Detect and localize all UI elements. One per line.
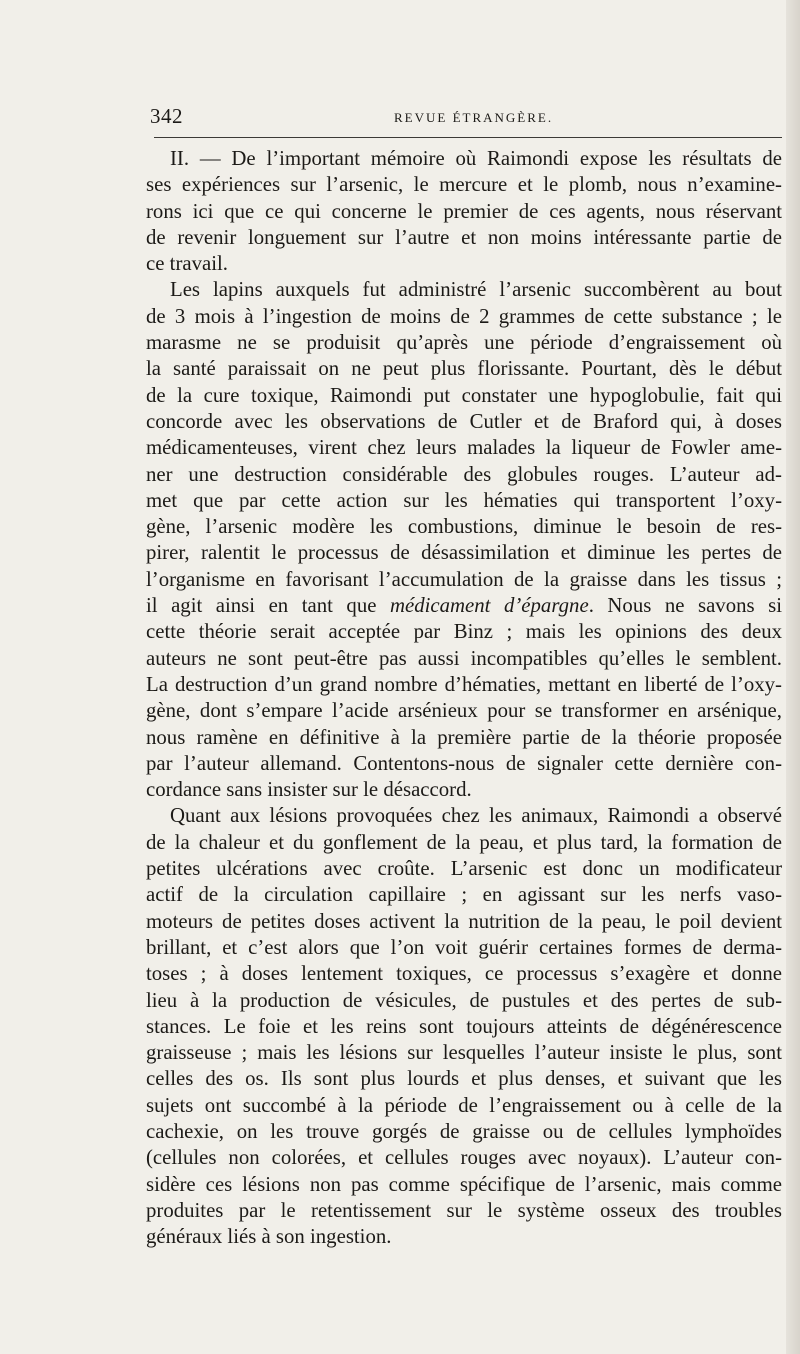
text-line: médicamenteuses, virent chez leurs malades la liqueur de Fowler ame-: [146, 436, 782, 460]
text-line: de revenir longuement sur l’autre et non moins intéressante partie de: [146, 225, 782, 249]
text-line: produites par le retentissement sur le système osseux des troubles: [146, 1198, 782, 1222]
running-title: REVUE ÉTRANGÈRE.: [394, 110, 554, 125]
paragraph: [146, 803, 782, 1250]
text-line: gène, l’arsenic modère les combustions, diminue le besoin de res-: [146, 515, 782, 539]
body-text: [146, 146, 782, 1250]
text-line: petites ulcérations avec croûte. L’arsenic est donc un modificateur: [146, 857, 782, 881]
text-line: de la chaleur et du gonflement de la peau, et plus tard, la formation de: [146, 830, 782, 854]
text-line: ce travail.: [146, 252, 228, 276]
text-line: la santé paraissait on ne peut plus florissante. Pourtant, dès le début: [146, 357, 782, 381]
text-line: met que par cette action sur les hématies qui transportent l’oxy-: [146, 488, 782, 512]
text-line: cachexie, on les trouve gorgés de graisse ou de cellules lymphoïdes: [146, 1119, 782, 1143]
text-line: lieu à la production de vésicules, de pustules et des pertes de sub-: [146, 988, 782, 1012]
text-line: gène, dont s’empare l’acide arsénieux pour se transformer en arsénique,: [146, 699, 782, 723]
text-line: de la cure toxique, Raimondi put constater une hypoglobulie, fait qui: [146, 383, 782, 407]
text-line: actif de la circulation capillaire ; en agissant sur les nerfs vaso-: [146, 883, 782, 907]
text-line: de 3 mois à l’ingestion de moins de 2 grammes de cette substance ; le: [146, 304, 782, 328]
text-line: généraux liés à son ingestion.: [146, 1225, 392, 1249]
text-line: (cellules non colorées, et cellules rouges avec noyaux). L’auteur con-: [146, 1146, 782, 1170]
text-line: celles des os. Ils sont plus lourds et plus denses, et suivant que les: [146, 1067, 782, 1091]
text-line: ner une destruction considérable des globules rouges. L’auteur ad-: [146, 462, 782, 486]
text-line: La destruction d’un grand nombre d’hématies, mettant en liberté de l’oxy-: [146, 672, 782, 696]
text-line: auteurs ne sont peut-être pas aussi incompatibles qu’elles le semblent.: [146, 646, 782, 670]
text-line: cette théorie serait acceptée par Binz ; mais les opinions des deux: [146, 620, 782, 644]
text-line: sujets ont succombé à la période de l’engraissement ou à celle de la: [146, 1093, 782, 1117]
text-line: ses expériences sur l’arsenic, le mercure et le plomb, nous n’examine-: [146, 173, 782, 197]
text-line: il agit ainsi en tant que médicament d’épargne. Nous ne savons si: [146, 594, 782, 618]
text-line: stances. Le foie et les reins sont toujours atteints de dégénérescence: [146, 1014, 782, 1038]
text-line: Les lapins auxquels fut administré l’arsenic succombèrent au bout: [170, 278, 782, 302]
text-line: l’organisme en favorisant l’accumulation de la graisse dans les tissus ;: [146, 567, 782, 591]
text-line: moteurs de petites doses activent la nutrition de la peau, le poil devient: [146, 909, 782, 933]
page-edge: [786, 0, 800, 1354]
text-line: sidère ces lésions non pas comme spécifique de l’arsenic, mais comme: [146, 1172, 782, 1196]
text-line: par l’auteur allemand. Contentons-nous de signaler cette dernière con-: [146, 751, 782, 775]
paragraph: [146, 146, 782, 277]
text-line: rons ici que ce qui concerne le premier de ces agents, nous réservant: [146, 199, 782, 223]
paragraph: [146, 277, 782, 803]
page-header: [150, 104, 780, 134]
text-line: nous ramène en définitive à la première partie de la théorie proposée: [146, 725, 782, 749]
text-line: brillant, et c’est alors que l’on voit guérir certaines formes de derma-: [146, 935, 782, 959]
text-line: marasme ne se produisit qu’après une période d’engraissement où: [146, 331, 782, 355]
text-line: Quant aux lésions provoquées chez les animaux, Raimondi a observé: [170, 804, 782, 828]
text-line: concorde avec les observations de Cutler et de Braford qui, à doses: [146, 409, 782, 433]
text-line: toses ; à doses lentement toxiques, ce processus s’exagère et donne: [146, 962, 782, 986]
page-number: 342: [150, 104, 183, 128]
text-line: pirer, ralentit le processus de désassimilation et diminue les pertes de: [146, 541, 782, 565]
text-line: graisseuse ; mais les lésions sur lesquelles l’auteur insiste le plus, sont: [146, 1041, 782, 1065]
text-line: II. — De l’important mémoire où Raimondi expose les résultats de: [170, 147, 782, 170]
header-rule: [154, 137, 782, 138]
text-line: cordance sans insister sur le désaccord.: [146, 778, 472, 802]
